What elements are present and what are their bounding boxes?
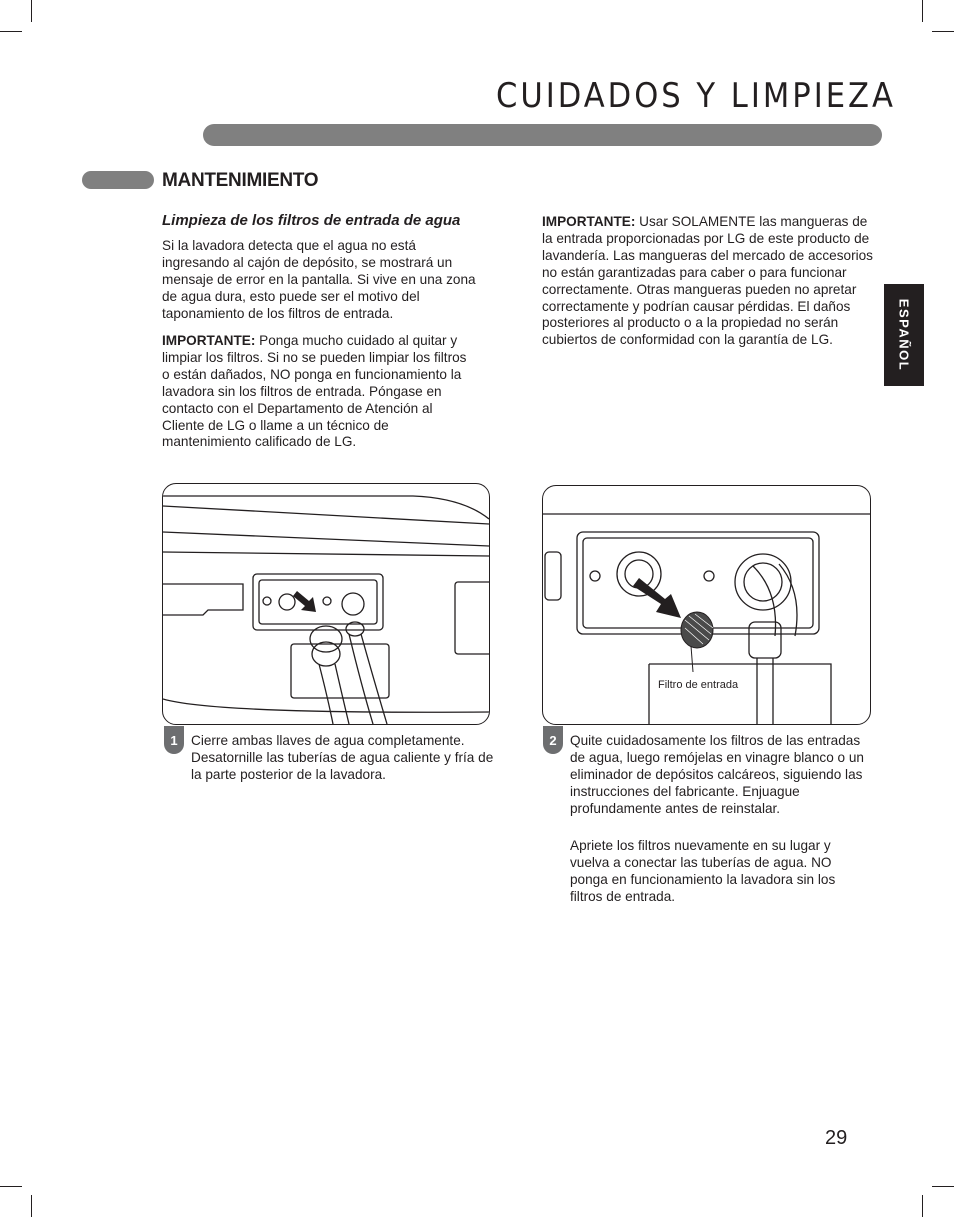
crop-mark [932,1186,954,1187]
step-1-text: Cierre ambas llaves de agua completamente. Desatornille las tuberías de agua caliente y fría de la parte posterior de la lavadora. [191,733,494,782]
language-tab-label: ESPAÑOL [896,298,912,372]
washer-back-illustration [163,484,489,724]
important-label: IMPORTANTE: [162,333,256,348]
important-text: Usar SOLAMENTE las mangueras de la entrada proporcionadas por LG de este producto de lavandería. Las mangueras del mercado de accesorios no están garantizadas para caber o para funcionar correctamente. Otras mangueras pueden no apretar correctamente y podrían causar pérdidas. El daños posteriores al producto o a la propiedad no serán cubiertos de conformidad con la garantía de LG. [542,214,873,348]
step-2-badge: 2 [543,726,563,754]
crop-mark [0,1186,22,1187]
crop-mark [31,0,32,22]
title-bar [203,124,882,146]
page-title: CUIDADOS Y LIMPIEZA [496,76,896,116]
intro-paragraph: Si la lavadora detecta que el agua no está ingresando al cajón de depósito, se mostrará un mensaje de error en la pantalla. Si vive en una zona de agua dura, esto puede ser el motivo del taponamiento de los filtros de entrada. [162,238,476,321]
important-paragraph-right [542,214,874,349]
language-tab [884,284,924,386]
crop-mark [932,31,954,32]
crop-mark [0,31,22,32]
important-label: IMPORTANTE: [542,214,636,229]
filter-callout-label: Filtro de entrada [658,679,739,691]
section-heading: MANTENIMIENTO [162,170,319,191]
section-marker [82,171,154,189]
page-number: 29 [825,1127,848,1149]
step-2-text: Quite cuidadosamente los filtros de las entradas de agua, luego remójelas en vinagre blanco o un eliminador de depósitos calcáreos, siguiendo las instrucciones del fabricante. Enjuague profundamente antes de reinstalar. [570,733,864,816]
step-2-text-continued: Apriete los filtros nuevamente en su lugar y vuelva a conectar las tuberías de agua. NO ponga en funcionamiento la lavadora sin los filtros de entrada. [570,838,836,904]
subheading: Limpieza de los filtros de entrada de agua [162,212,461,229]
crop-mark [922,0,923,22]
figure-step-1 [162,483,490,725]
crop-mark [922,1195,923,1217]
figure-step-2 [542,485,871,725]
important-text: Ponga mucho cuidado al quitar y limpiar los filtros. Si no se pueden limpiar los filtros o están dañados, NO ponga en funcionamiento la lavadora sin los filtros de entrada. Póngase en contacto con el Departamento de Atención al Cliente de LG o llame a un técnico de mantenimiento calificado de LG. [162,333,467,450]
crop-mark [31,1195,32,1217]
important-paragraph-left [162,333,467,451]
step-1-badge: 1 [164,726,184,754]
